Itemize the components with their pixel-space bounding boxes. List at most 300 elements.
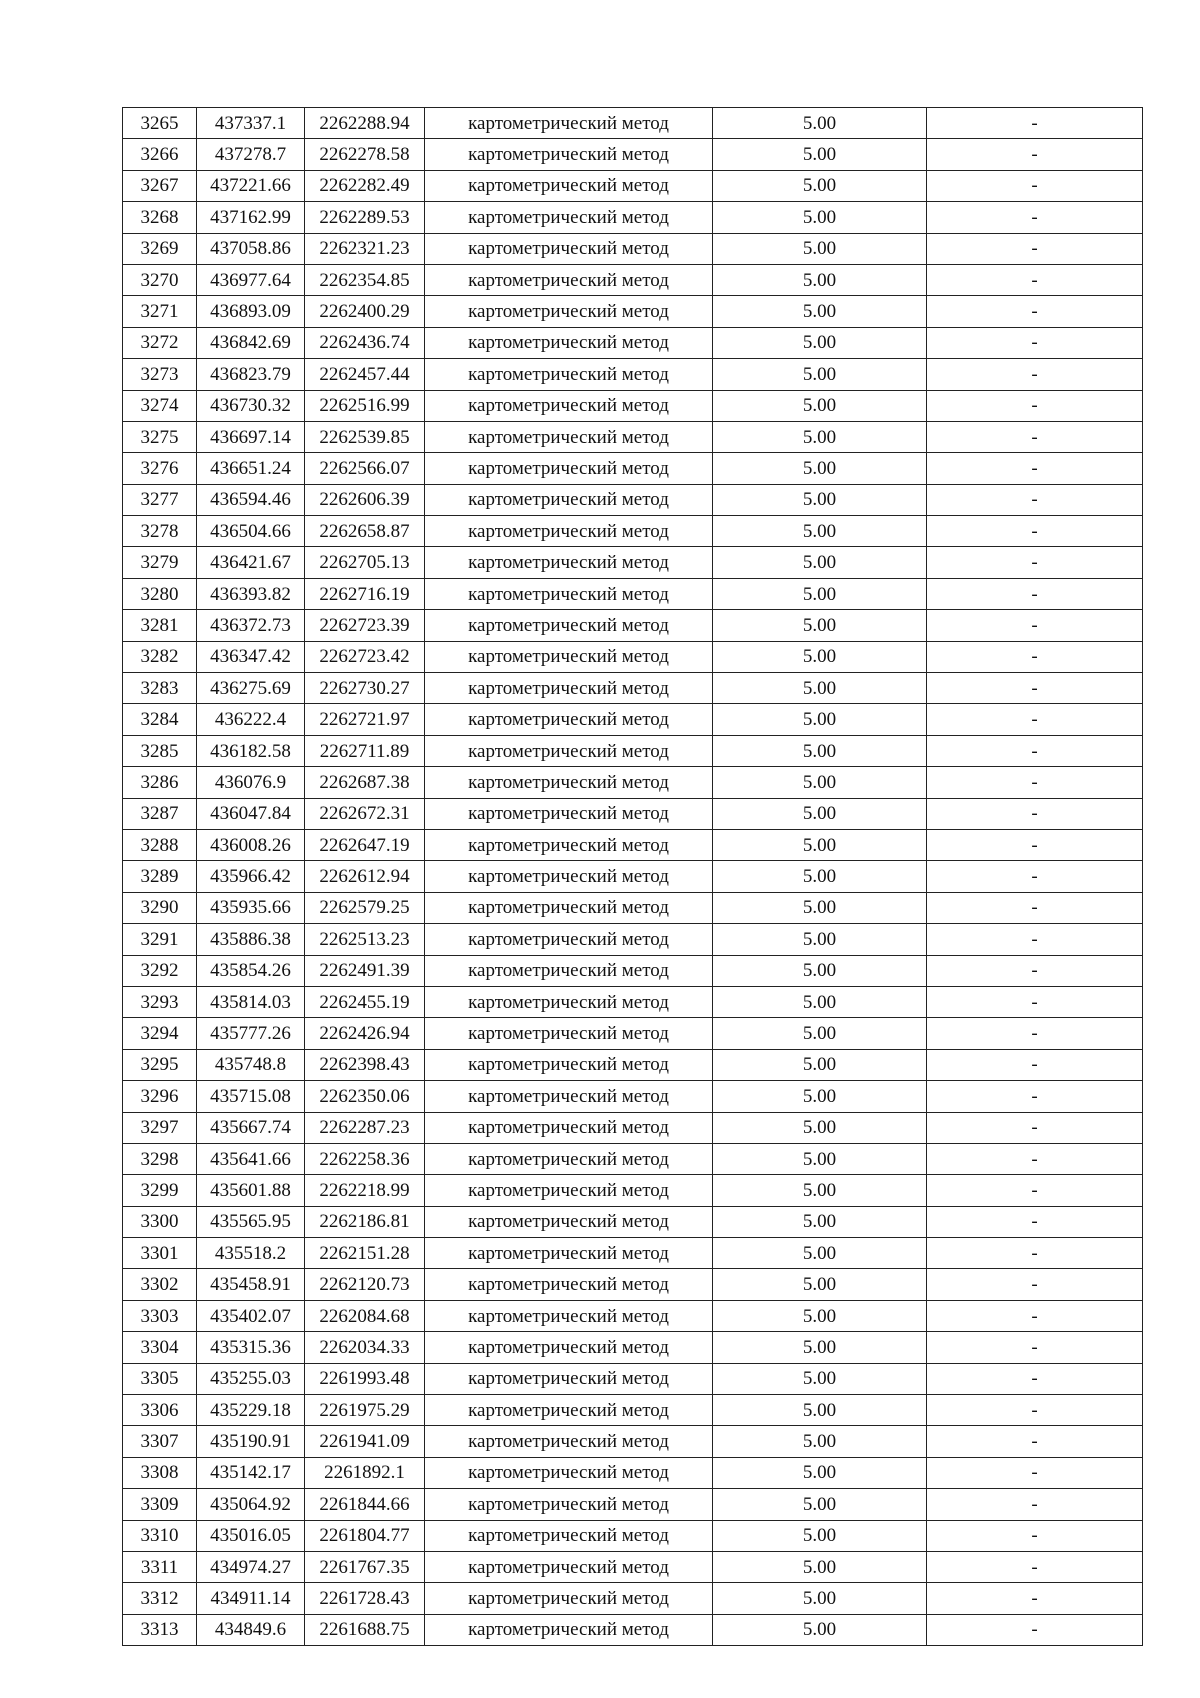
x-coordinate-cell: 437058.86	[197, 233, 305, 264]
note-cell: -	[927, 1018, 1143, 1049]
x-coordinate-cell: 435777.26	[197, 1018, 305, 1049]
method-cell: картометрический метод	[425, 359, 713, 390]
y-coordinate-cell: 2261892.1	[305, 1457, 425, 1488]
x-coordinate-cell: 435229.18	[197, 1395, 305, 1426]
note-cell: -	[927, 1583, 1143, 1614]
point-number-cell: 3295	[123, 1049, 197, 1080]
point-number-cell: 3285	[123, 735, 197, 766]
point-number-cell: 3299	[123, 1175, 197, 1206]
note-cell: -	[927, 767, 1143, 798]
table-row	[123, 892, 1143, 923]
method-cell: картометрический метод	[425, 704, 713, 735]
note-cell: -	[927, 829, 1143, 860]
x-coordinate-cell: 435402.07	[197, 1300, 305, 1331]
method-cell: картометрический метод	[425, 1175, 713, 1206]
point-number-cell: 3303	[123, 1300, 197, 1331]
method-cell: картометрический метод	[425, 673, 713, 704]
y-coordinate-cell: 2261728.43	[305, 1583, 425, 1614]
point-number-cell: 3282	[123, 641, 197, 672]
x-coordinate-cell: 436504.66	[197, 516, 305, 547]
method-cell: картометрический метод	[425, 390, 713, 421]
method-cell: картометрический метод	[425, 767, 713, 798]
method-cell: картометрический метод	[425, 1112, 713, 1143]
accuracy-cell: 5.00	[713, 1269, 927, 1300]
table-row	[123, 1614, 1143, 1645]
note-cell: -	[927, 955, 1143, 986]
x-coordinate-cell: 436977.64	[197, 264, 305, 295]
table-body	[123, 108, 1143, 1646]
point-number-cell: 3310	[123, 1520, 197, 1551]
note-cell: -	[927, 202, 1143, 233]
method-cell: картометрический метод	[425, 641, 713, 672]
x-coordinate-cell: 436594.46	[197, 484, 305, 515]
point-number-cell: 3268	[123, 202, 197, 233]
x-coordinate-cell: 436008.26	[197, 829, 305, 860]
method-cell: картометрический метод	[425, 1520, 713, 1551]
x-coordinate-cell: 435142.17	[197, 1457, 305, 1488]
accuracy-cell: 5.00	[713, 1614, 927, 1645]
method-cell: картометрический метод	[425, 578, 713, 609]
y-coordinate-cell: 2262120.73	[305, 1269, 425, 1300]
accuracy-cell: 5.00	[713, 233, 927, 264]
point-number-cell: 3274	[123, 390, 197, 421]
method-cell: картометрический метод	[425, 170, 713, 201]
accuracy-cell: 5.00	[713, 202, 927, 233]
method-cell: картометрический метод	[425, 924, 713, 955]
method-cell: картометрический метод	[425, 264, 713, 295]
note-cell: -	[927, 1175, 1143, 1206]
accuracy-cell: 5.00	[713, 1363, 927, 1394]
note-cell: -	[927, 296, 1143, 327]
method-cell: картометрический метод	[425, 1018, 713, 1049]
note-cell: -	[927, 1457, 1143, 1488]
table-row	[123, 1081, 1143, 1112]
note-cell: -	[927, 1206, 1143, 1237]
method-cell: картометрический метод	[425, 1426, 713, 1457]
x-coordinate-cell: 437278.7	[197, 139, 305, 170]
accuracy-cell: 5.00	[713, 1300, 927, 1331]
accuracy-cell: 5.00	[713, 296, 927, 327]
note-cell: -	[927, 1426, 1143, 1457]
point-number-cell: 3292	[123, 955, 197, 986]
note-cell: -	[927, 861, 1143, 892]
y-coordinate-cell: 2262716.19	[305, 578, 425, 609]
method-cell: картометрический метод	[425, 1583, 713, 1614]
accuracy-cell: 5.00	[713, 139, 927, 170]
y-coordinate-cell: 2261804.77	[305, 1520, 425, 1551]
accuracy-cell: 5.00	[713, 327, 927, 358]
note-cell: -	[927, 1614, 1143, 1645]
accuracy-cell: 5.00	[713, 735, 927, 766]
accuracy-cell: 5.00	[713, 1395, 927, 1426]
note-cell: -	[927, 673, 1143, 704]
table-row	[123, 296, 1143, 327]
y-coordinate-cell: 2262513.23	[305, 924, 425, 955]
note-cell: -	[927, 170, 1143, 201]
point-number-cell: 3279	[123, 547, 197, 578]
x-coordinate-cell: 435854.26	[197, 955, 305, 986]
table-row	[123, 767, 1143, 798]
accuracy-cell: 5.00	[713, 829, 927, 860]
x-coordinate-cell: 437221.66	[197, 170, 305, 201]
accuracy-cell: 5.00	[713, 1049, 927, 1080]
table-row	[123, 390, 1143, 421]
table-row	[123, 641, 1143, 672]
point-number-cell: 3305	[123, 1363, 197, 1394]
note-cell: -	[927, 1551, 1143, 1582]
note-cell: -	[927, 108, 1143, 139]
y-coordinate-cell: 2262539.85	[305, 421, 425, 452]
x-coordinate-cell: 436893.09	[197, 296, 305, 327]
y-coordinate-cell: 2261993.48	[305, 1363, 425, 1394]
y-coordinate-cell: 2261767.35	[305, 1551, 425, 1582]
point-number-cell: 3302	[123, 1269, 197, 1300]
method-cell: картометрический метод	[425, 610, 713, 641]
accuracy-cell: 5.00	[713, 704, 927, 735]
point-number-cell: 3287	[123, 798, 197, 829]
table-row	[123, 1457, 1143, 1488]
note-cell: -	[927, 986, 1143, 1017]
x-coordinate-cell: 436823.79	[197, 359, 305, 390]
table-row	[123, 1018, 1143, 1049]
method-cell: картометрический метод	[425, 861, 713, 892]
x-coordinate-cell: 435064.92	[197, 1489, 305, 1520]
y-coordinate-cell: 2262455.19	[305, 986, 425, 1017]
point-number-cell: 3267	[123, 170, 197, 201]
table-row	[123, 1112, 1143, 1143]
table-row	[123, 1332, 1143, 1363]
note-cell: -	[927, 610, 1143, 641]
x-coordinate-cell: 436651.24	[197, 453, 305, 484]
point-number-cell: 3301	[123, 1238, 197, 1269]
y-coordinate-cell: 2262658.87	[305, 516, 425, 547]
table-row	[123, 1551, 1143, 1582]
method-cell: картометрический метод	[425, 1300, 713, 1331]
accuracy-cell: 5.00	[713, 1551, 927, 1582]
method-cell: картометрический метод	[425, 735, 713, 766]
method-cell: картометрический метод	[425, 233, 713, 264]
method-cell: картометрический метод	[425, 327, 713, 358]
accuracy-cell: 5.00	[713, 170, 927, 201]
y-coordinate-cell: 2262321.23	[305, 233, 425, 264]
method-cell: картометрический метод	[425, 1049, 713, 1080]
accuracy-cell: 5.00	[713, 1332, 927, 1363]
note-cell: -	[927, 641, 1143, 672]
x-coordinate-cell: 435966.42	[197, 861, 305, 892]
method-cell: картометрический метод	[425, 202, 713, 233]
method-cell: картометрический метод	[425, 1614, 713, 1645]
table-row	[123, 327, 1143, 358]
accuracy-cell: 5.00	[713, 767, 927, 798]
y-coordinate-cell: 2262723.42	[305, 641, 425, 672]
table-row	[123, 610, 1143, 641]
method-cell: картометрический метод	[425, 108, 713, 139]
note-cell: -	[927, 359, 1143, 390]
point-number-cell: 3275	[123, 421, 197, 452]
accuracy-cell: 5.00	[713, 1520, 927, 1551]
accuracy-cell: 5.00	[713, 1143, 927, 1174]
method-cell: картометрический метод	[425, 1143, 713, 1174]
accuracy-cell: 5.00	[713, 1583, 927, 1614]
coordinates-table	[122, 107, 1143, 1646]
note-cell: -	[927, 139, 1143, 170]
accuracy-cell: 5.00	[713, 1175, 927, 1206]
table-row	[123, 1520, 1143, 1551]
note-cell: -	[927, 1049, 1143, 1080]
note-cell: -	[927, 1081, 1143, 1112]
point-number-cell: 3312	[123, 1583, 197, 1614]
y-coordinate-cell: 2262287.23	[305, 1112, 425, 1143]
method-cell: картометрический метод	[425, 516, 713, 547]
x-coordinate-cell: 434911.14	[197, 1583, 305, 1614]
x-coordinate-cell: 436372.73	[197, 610, 305, 641]
table-row	[123, 1206, 1143, 1237]
x-coordinate-cell: 435715.08	[197, 1081, 305, 1112]
y-coordinate-cell: 2262354.85	[305, 264, 425, 295]
y-coordinate-cell: 2262034.33	[305, 1332, 425, 1363]
table-row	[123, 924, 1143, 955]
accuracy-cell: 5.00	[713, 453, 927, 484]
note-cell: -	[927, 1143, 1143, 1174]
table-row	[123, 735, 1143, 766]
table-row	[123, 673, 1143, 704]
y-coordinate-cell: 2262289.53	[305, 202, 425, 233]
x-coordinate-cell: 436842.69	[197, 327, 305, 358]
point-number-cell: 3281	[123, 610, 197, 641]
accuracy-cell: 5.00	[713, 578, 927, 609]
y-coordinate-cell: 2262730.27	[305, 673, 425, 704]
point-number-cell: 3273	[123, 359, 197, 390]
table-row	[123, 108, 1143, 139]
point-number-cell: 3298	[123, 1143, 197, 1174]
y-coordinate-cell: 2261688.75	[305, 1614, 425, 1645]
method-cell: картометрический метод	[425, 1363, 713, 1394]
point-number-cell: 3294	[123, 1018, 197, 1049]
y-coordinate-cell: 2261941.09	[305, 1426, 425, 1457]
note-cell: -	[927, 421, 1143, 452]
table-row	[123, 1143, 1143, 1174]
x-coordinate-cell: 436182.58	[197, 735, 305, 766]
method-cell: картометрический метод	[425, 296, 713, 327]
y-coordinate-cell: 2262672.31	[305, 798, 425, 829]
table-row	[123, 516, 1143, 547]
point-number-cell: 3311	[123, 1551, 197, 1582]
table-row	[123, 359, 1143, 390]
table-row	[123, 139, 1143, 170]
note-cell: -	[927, 390, 1143, 421]
note-cell: -	[927, 547, 1143, 578]
y-coordinate-cell: 2262647.19	[305, 829, 425, 860]
note-cell: -	[927, 516, 1143, 547]
x-coordinate-cell: 436730.32	[197, 390, 305, 421]
table-row	[123, 1300, 1143, 1331]
table-row	[123, 1269, 1143, 1300]
y-coordinate-cell: 2262721.97	[305, 704, 425, 735]
point-number-cell: 3286	[123, 767, 197, 798]
point-number-cell: 3293	[123, 986, 197, 1017]
method-cell: картометрический метод	[425, 1238, 713, 1269]
y-coordinate-cell: 2262258.36	[305, 1143, 425, 1174]
table-row	[123, 1238, 1143, 1269]
x-coordinate-cell: 436697.14	[197, 421, 305, 452]
table-row	[123, 986, 1143, 1017]
note-cell: -	[927, 1489, 1143, 1520]
table-row	[123, 421, 1143, 452]
x-coordinate-cell: 436421.67	[197, 547, 305, 578]
point-number-cell: 3304	[123, 1332, 197, 1363]
note-cell: -	[927, 1332, 1143, 1363]
note-cell: -	[927, 1363, 1143, 1394]
point-number-cell: 3269	[123, 233, 197, 264]
x-coordinate-cell: 435814.03	[197, 986, 305, 1017]
table-row	[123, 202, 1143, 233]
point-number-cell: 3266	[123, 139, 197, 170]
accuracy-cell: 5.00	[713, 1112, 927, 1143]
point-number-cell: 3284	[123, 704, 197, 735]
accuracy-cell: 5.00	[713, 610, 927, 641]
accuracy-cell: 5.00	[713, 1457, 927, 1488]
note-cell: -	[927, 1269, 1143, 1300]
accuracy-cell: 5.00	[713, 1426, 927, 1457]
x-coordinate-cell: 435601.88	[197, 1175, 305, 1206]
x-coordinate-cell: 435315.36	[197, 1332, 305, 1363]
accuracy-cell: 5.00	[713, 798, 927, 829]
note-cell: -	[927, 735, 1143, 766]
method-cell: картометрический метод	[425, 421, 713, 452]
method-cell: картометрический метод	[425, 829, 713, 860]
note-cell: -	[927, 1395, 1143, 1426]
table-row	[123, 1395, 1143, 1426]
accuracy-cell: 5.00	[713, 986, 927, 1017]
y-coordinate-cell: 2262436.74	[305, 327, 425, 358]
method-cell: картометрический метод	[425, 1457, 713, 1488]
accuracy-cell: 5.00	[713, 108, 927, 139]
accuracy-cell: 5.00	[713, 1081, 927, 1112]
x-coordinate-cell: 434974.27	[197, 1551, 305, 1582]
point-number-cell: 3265	[123, 108, 197, 139]
note-cell: -	[927, 798, 1143, 829]
method-cell: картометрический метод	[425, 453, 713, 484]
y-coordinate-cell: 2262687.38	[305, 767, 425, 798]
point-number-cell: 3277	[123, 484, 197, 515]
point-number-cell: 3309	[123, 1489, 197, 1520]
accuracy-cell: 5.00	[713, 673, 927, 704]
note-cell: -	[927, 1520, 1143, 1551]
table-row	[123, 1049, 1143, 1080]
y-coordinate-cell: 2262084.68	[305, 1300, 425, 1331]
accuracy-cell: 5.00	[713, 641, 927, 672]
y-coordinate-cell: 2261844.66	[305, 1489, 425, 1520]
point-number-cell: 3308	[123, 1457, 197, 1488]
accuracy-cell: 5.00	[713, 264, 927, 295]
table-row	[123, 547, 1143, 578]
point-number-cell: 3291	[123, 924, 197, 955]
table-row	[123, 1175, 1143, 1206]
method-cell: картометрический метод	[425, 484, 713, 515]
accuracy-cell: 5.00	[713, 516, 927, 547]
y-coordinate-cell: 2262516.99	[305, 390, 425, 421]
note-cell: -	[927, 484, 1143, 515]
table-row	[123, 1363, 1143, 1394]
table-row	[123, 798, 1143, 829]
point-number-cell: 3297	[123, 1112, 197, 1143]
accuracy-cell: 5.00	[713, 861, 927, 892]
y-coordinate-cell: 2262579.25	[305, 892, 425, 923]
point-number-cell: 3288	[123, 829, 197, 860]
method-cell: картометрический метод	[425, 1081, 713, 1112]
point-number-cell: 3313	[123, 1614, 197, 1645]
note-cell: -	[927, 453, 1143, 484]
accuracy-cell: 5.00	[713, 892, 927, 923]
x-coordinate-cell: 435255.03	[197, 1363, 305, 1394]
x-coordinate-cell: 435190.91	[197, 1426, 305, 1457]
point-number-cell: 3289	[123, 861, 197, 892]
accuracy-cell: 5.00	[713, 1206, 927, 1237]
accuracy-cell: 5.00	[713, 484, 927, 515]
note-cell: -	[927, 1112, 1143, 1143]
note-cell: -	[927, 233, 1143, 264]
table-row	[123, 1583, 1143, 1614]
y-coordinate-cell: 2262606.39	[305, 484, 425, 515]
y-coordinate-cell: 2262186.81	[305, 1206, 425, 1237]
y-coordinate-cell: 2262705.13	[305, 547, 425, 578]
y-coordinate-cell: 2262711.89	[305, 735, 425, 766]
method-cell: картометрический метод	[425, 892, 713, 923]
x-coordinate-cell: 436047.84	[197, 798, 305, 829]
method-cell: картометрический метод	[425, 547, 713, 578]
y-coordinate-cell: 2262350.06	[305, 1081, 425, 1112]
x-coordinate-cell: 435667.74	[197, 1112, 305, 1143]
table-row	[123, 955, 1143, 986]
method-cell: картометрический метод	[425, 1269, 713, 1300]
y-coordinate-cell: 2262457.44	[305, 359, 425, 390]
x-coordinate-cell: 435748.8	[197, 1049, 305, 1080]
point-number-cell: 3300	[123, 1206, 197, 1237]
x-coordinate-cell: 434849.6	[197, 1614, 305, 1645]
table-row	[123, 861, 1143, 892]
x-coordinate-cell: 436347.42	[197, 641, 305, 672]
accuracy-cell: 5.00	[713, 390, 927, 421]
x-coordinate-cell: 435565.95	[197, 1206, 305, 1237]
point-number-cell: 3306	[123, 1395, 197, 1426]
x-coordinate-cell: 437162.99	[197, 202, 305, 233]
note-cell: -	[927, 892, 1143, 923]
note-cell: -	[927, 264, 1143, 295]
x-coordinate-cell: 436076.9	[197, 767, 305, 798]
table-row	[123, 1426, 1143, 1457]
accuracy-cell: 5.00	[713, 1238, 927, 1269]
y-coordinate-cell: 2262398.43	[305, 1049, 425, 1080]
x-coordinate-cell: 436275.69	[197, 673, 305, 704]
table-row	[123, 578, 1143, 609]
note-cell: -	[927, 1238, 1143, 1269]
method-cell: картометрический метод	[425, 798, 713, 829]
table-row	[123, 264, 1143, 295]
accuracy-cell: 5.00	[713, 547, 927, 578]
method-cell: картометрический метод	[425, 1489, 713, 1520]
y-coordinate-cell: 2262282.49	[305, 170, 425, 201]
accuracy-cell: 5.00	[713, 1489, 927, 1520]
point-number-cell: 3280	[123, 578, 197, 609]
y-coordinate-cell: 2262218.99	[305, 1175, 425, 1206]
x-coordinate-cell: 436393.82	[197, 578, 305, 609]
accuracy-cell: 5.00	[713, 1018, 927, 1049]
y-coordinate-cell: 2261975.29	[305, 1395, 425, 1426]
accuracy-cell: 5.00	[713, 924, 927, 955]
x-coordinate-cell: 435935.66	[197, 892, 305, 923]
table-row	[123, 829, 1143, 860]
table-row	[123, 704, 1143, 735]
